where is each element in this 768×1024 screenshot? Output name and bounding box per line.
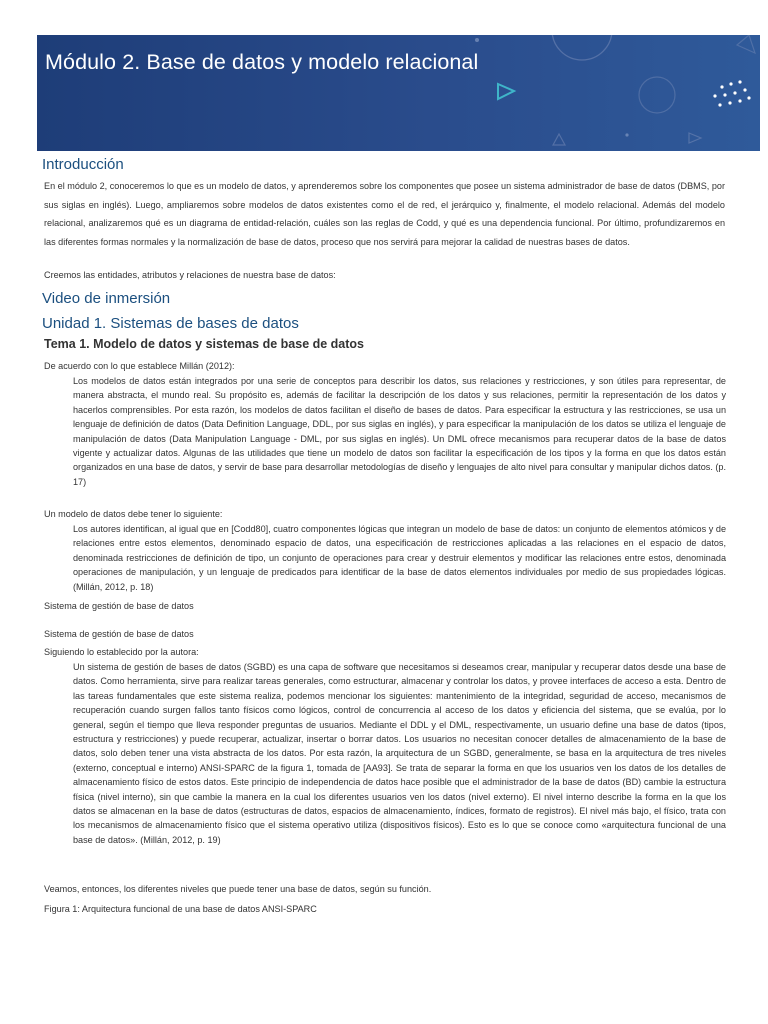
quote-2: Los autores identifican, al igual que en [Codd80], cuatro componentes lógicas que integran un modelo de base de datos: un conjunto de elementos atómicos y de relaciones entre estos elementos, denominado espacio de datos, una especificación de restricciones aplicadas a las relaciones en el espacio de datos, denominada restricciones de definición de tipo, un conjunto de operaciones para crear y destruir elementos y modificar las relaciones entre estos, denominada operaciones de manipulación, y un lenguaje de predicados para identificar de la base de datos elementos individuales por medio de sus propiedades lógicas. (Millán, 2012, p. 18) [73, 524, 726, 592]
figure-caption: Figura 1: Arquitectura funcional de una base de datos ANSI-SPARC [44, 904, 317, 914]
quote-1: Los modelos de datos están integrados por una serie de conceptos para describir los datos, sus relaciones y restricciones, y son útiles para representar, de manera abstracta, el mundo real. Su propósito es, además de facilitar la descripción de los datos y sus relaciones, permitir la representación de los datos y hacerlos comprensibles. Por esta razón, los modelos de datos facilitan el diseño de bases de datos. Para especificar la estructura y las restricciones, se usa un lenguaje de definición de datos (Data Definition Language, DDL, por sus siglas en inglés), y para especificar la manipulación de los datos se utiliza el lenguaje de manipulación de datos (Data Manipulation Language - DML, por sus siglas en inglés). Un DML ofrece mecanismos para recuperar datos de la base de datos vigente y actualizar datos. Algunas de las utilidades que tiene un modelo de datos son facilitar la especificación de los tipos y la forma en que los datos están organizados en una base de datos, y servir de base para desarrollar metodologías de diseño y lenguajes de alto nivel para consultar y manipular dichos datos. (p. 17) [73, 376, 726, 487]
lead-text-1: De acuerdo con lo que establece Millán (2012): [44, 361, 235, 371]
sgbd-label-2: Sistema de gestión de base de datos [44, 629, 194, 639]
quote-3: Un sistema de gestión de bases de datos (SGBD) es una capa de software que necesitamos si deseamos crear, manipular y recuperar datos desde una base de datos. Como herramienta, sirve para realizar tareas generales, como estructurar, almacenar y controlar los datos, y provee interfaces de acceso a esta. Dentro de las tareas fundamentales que este sistema realiza, podemos mencionar los siguientes: mantenimiento de la integridad, seguridad de acceso, mecanismos de recuperación cuando surgen fallos tanto físicos como lógicos, control de concurrencia al acceso de los datos y eficiencia del sistema, que se evalúa, por lo general, según el tiempo que lleva responder preguntas de usuarios. Mediante el DDL y el DML, respectivamente, un usuario define una base de datos (tipos, estructura y restricciones) y puede recuperar, actualizar, insertar o borrar datos. Los usuarios no necesitan conocer detalles de almacenamiento de la base de datos, solo deben tener una vista abstracta de los datos. Por esta razón, la arquitectura de un SGBD, generalmente, se basa en la arquitectura de tres niveles (externo, conceptual e interno) ANSI-SPARC de la figura 1, tomada de [AA93]. Se trata de separar la forma en que los usuarios ven los datos de los detalles de almacenamiento físico de estos datos. Este principio de independencia de datos hace posible que el administrador de la base de datos (BD) cambie la estructura física (nivel interno), sin que cambie la manera en la cual los diferentes usuarios ven los datos (nivel externo). El nivel interno describe la forma en la que los datos se almacenan en la base de datos (estructuras de datos, espacios de almacenamiento, índices, formato de registros). El nivel más bajo, el físico, trata con los mecanismos de almacenamiento físico que el sistema operativo utiliza (dispositivos físicos). Esto es lo que se conoce como «arquitectura funcional de una base de datos». (Millán, 2012, p. 19) [73, 662, 726, 845]
unit-heading: Unidad 1. Sistemas de bases de datos [42, 315, 299, 332]
sgbd-label-1: Sistema de gestión de base de datos [44, 601, 194, 611]
lead-text-3: Siguiendo lo establecido por la autora: [44, 647, 199, 657]
topic-heading: Tema 1. Modelo de datos y sistemas de base de datos [44, 337, 365, 351]
lead-text-4: Veamos, entonces, los diferentes niveles que puede tener una base de datos, según su función. [44, 884, 432, 894]
intro-heading: Introducción [42, 156, 124, 173]
page-title: Módulo 2. Base de datos y modelo relacional [45, 50, 479, 74]
lead-text-2: Un modelo de datos debe tener lo siguiente: [44, 509, 223, 519]
video-heading: Video de inmersión [42, 290, 171, 307]
module-banner [37, 35, 760, 151]
intro-paragraph: En el módulo 2, conoceremos lo que es un modelo de datos, y aprenderemos sobre los componentes que posee un sistema administrador de base de datos (DBMS, por sus siglas en inglés). Luego, ampliaremos sobre modelos de datos existentes como el de red, el jerárquico y, finalmente, el modelo relacional. Además del modelo relacional, analizaremos qué es un diagrama de entidad-relación, cuáles son las reglas de Codd, y qué es una dependencia funcional. Por último, profundizaremos en las diferentes formas normales y la normalización de base de datos, proceso que nos servirá para mejorar la calidad de nuestras bases de datos. [44, 181, 725, 248]
intro-closing-text: Creemos las entidades, atributos y relaciones de nuestra base de datos: [44, 270, 336, 280]
